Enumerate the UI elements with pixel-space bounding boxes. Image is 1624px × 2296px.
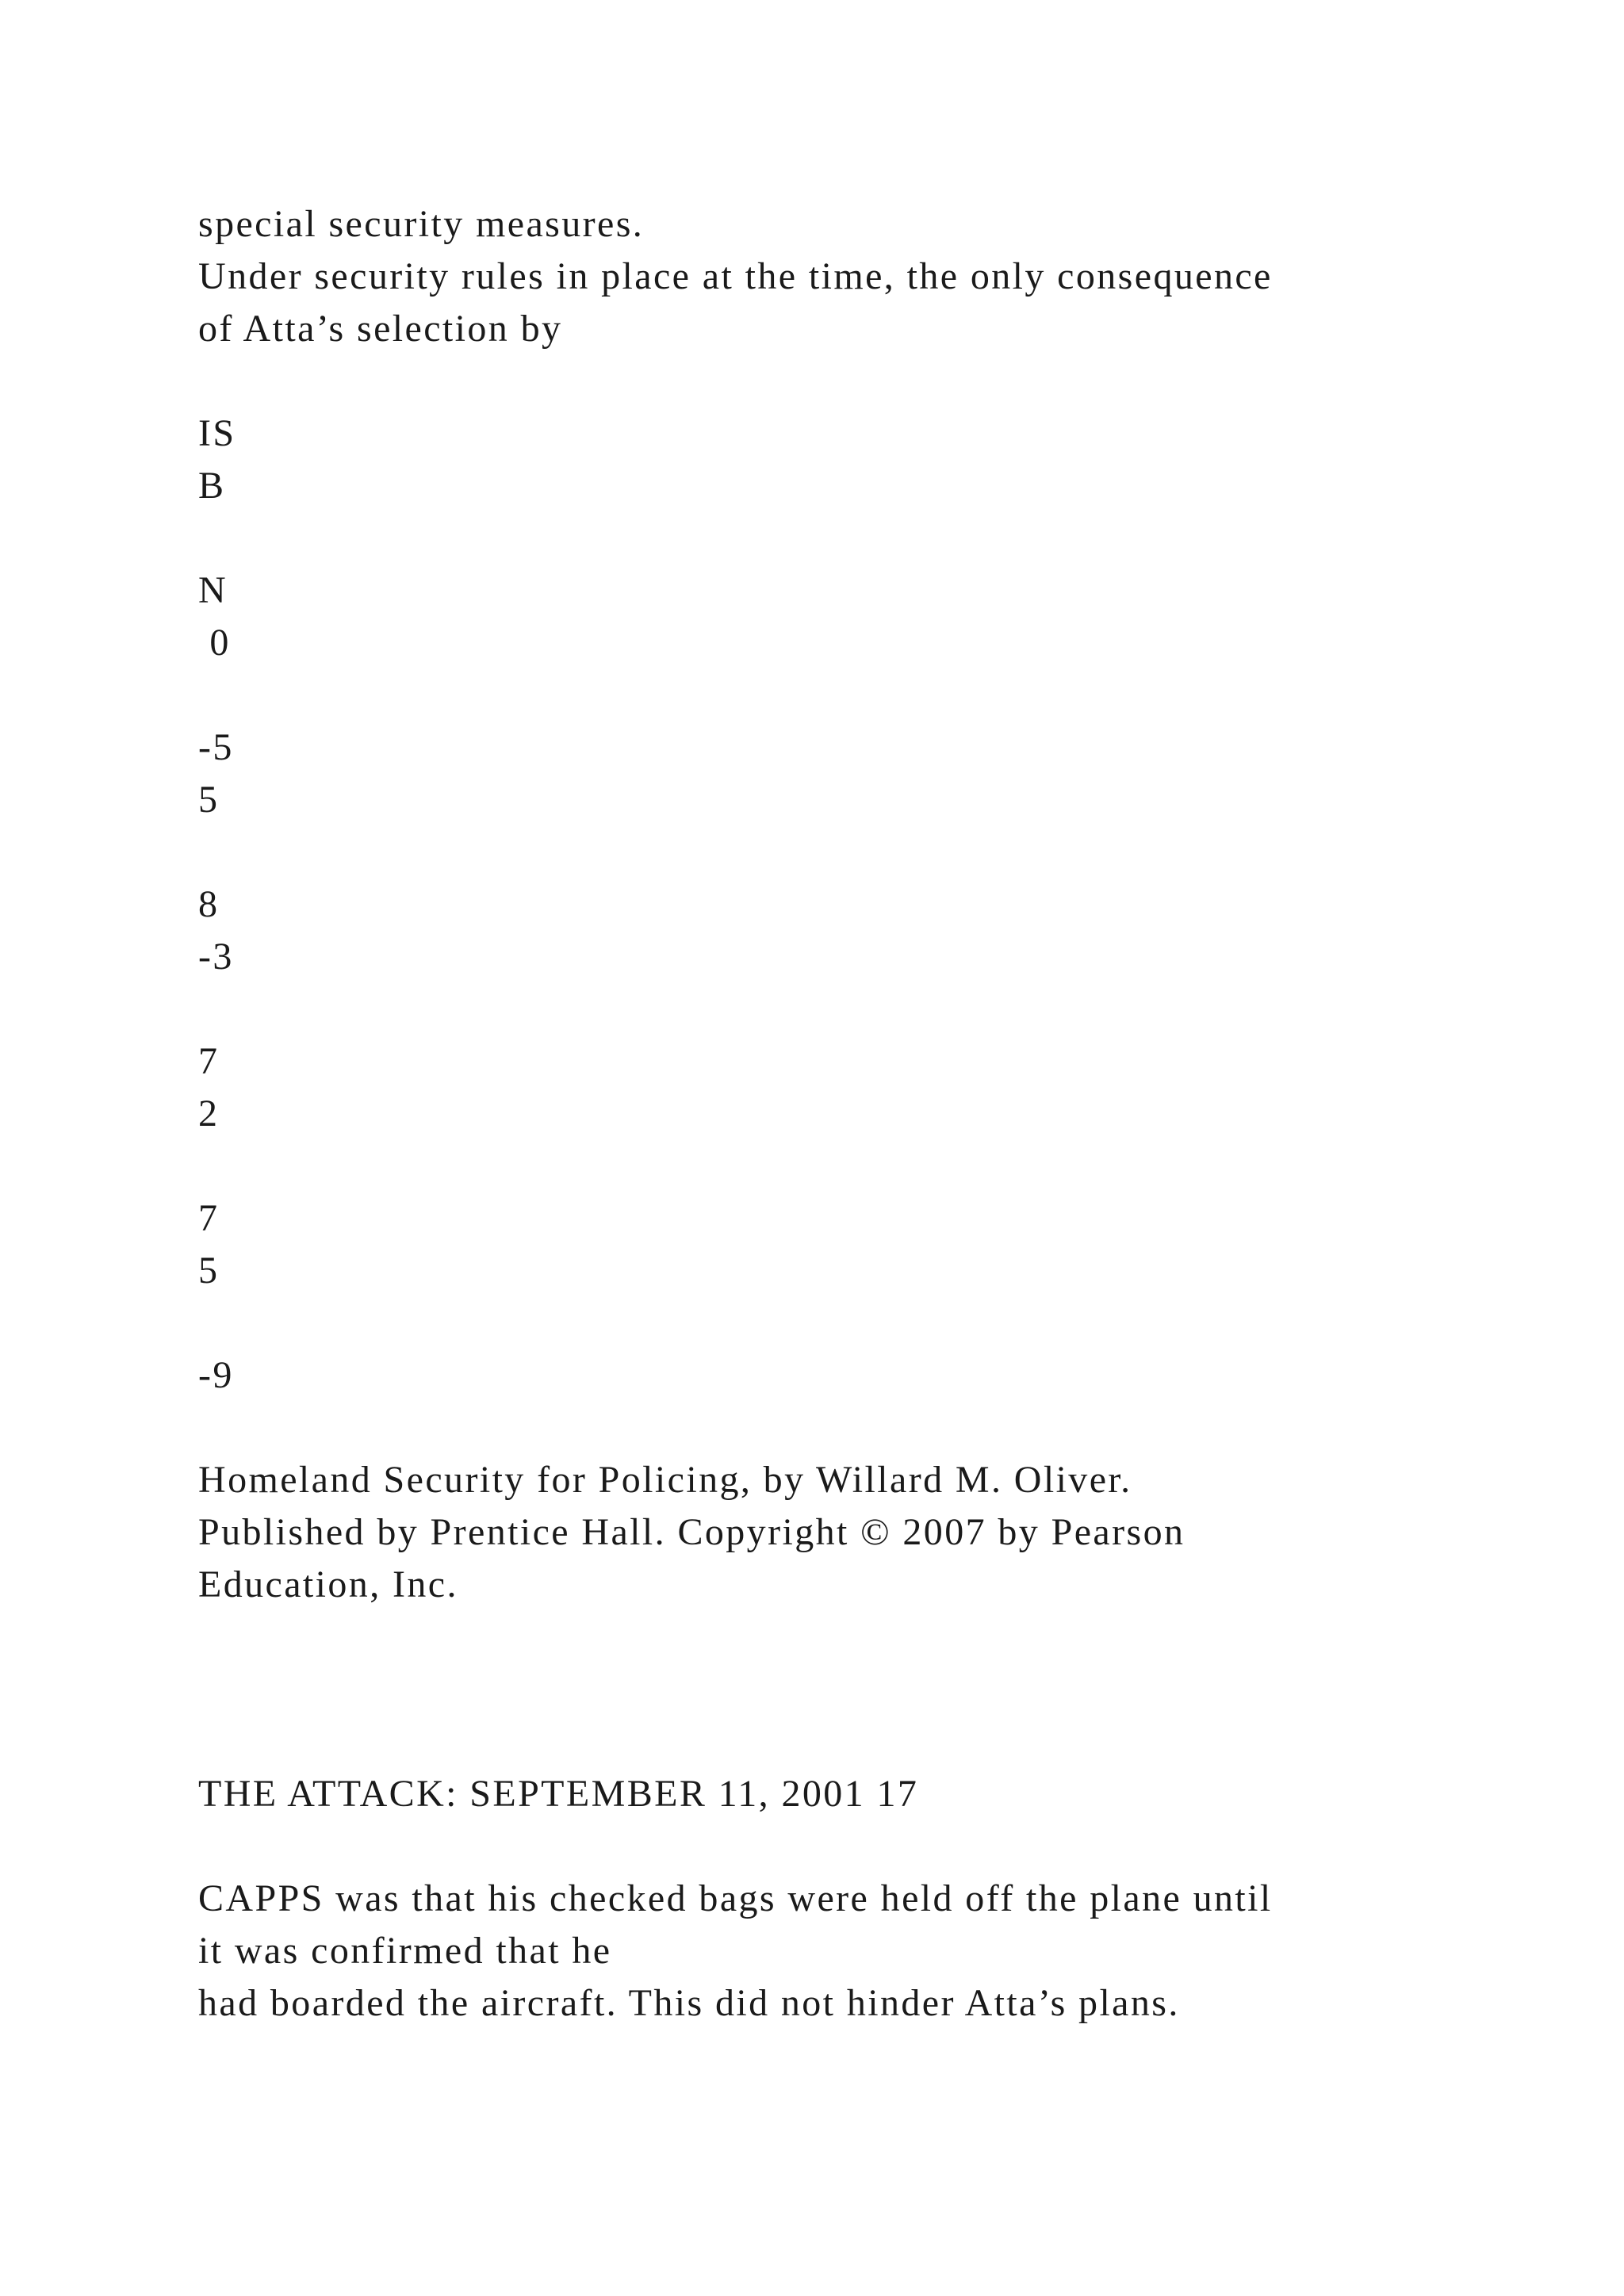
blank-line [198,669,1467,721]
body-text-line: had boarded the aircraft. This did not hinder Atta’s plans. [198,1982,1180,2024]
blank-line [198,1140,1467,1192]
copyright-line: Published by Prentice Hall. Copyright © 2007 by Pearson [198,1511,1185,1553]
isbn-fragment: B [198,465,226,507]
blank-gap [198,1611,1467,1768]
blank-line [198,1297,1467,1349]
body-text-line: CAPPS was that his checked bags were held off the plane until [198,1877,1273,1919]
body-text-line: Under security rules in place at the time, the only consequence [198,255,1273,297]
isbn-fragment: -9 [198,1354,234,1396]
running-header: THE ATTACK: SEPTEMBER 11, 2001 17 [198,1773,919,1815]
body-text-line: of Atta’s selection by [198,308,563,350]
copyright-line: Homeland Security for Policing, by Willard M. Oliver. [198,1459,1132,1501]
blank-line [198,355,1467,408]
copyright-line: Education, Inc. [198,1563,458,1605]
isbn-fragment: 7 [198,1197,220,1239]
isbn-fragment: 5 [198,779,220,821]
blank-line [198,1402,1467,1454]
isbn-fragment: IS [198,412,236,454]
blank-line [198,983,1467,1035]
blank-line [198,826,1467,878]
body-text-line: it was confirmed that he [198,1930,612,1972]
isbn-fragment: 2 [198,1093,220,1135]
isbn-fragment: 0 [198,622,231,664]
blank-line [198,1820,1467,1873]
document-page [198,198,1467,2030]
isbn-fragment: 8 [198,883,220,925]
isbn-fragment: -3 [198,936,234,978]
isbn-fragment: -5 [198,726,234,768]
isbn-fragment: N [198,569,228,611]
isbn-fragment: 5 [198,1249,220,1292]
isbn-fragment: 7 [198,1040,220,1082]
blank-line [198,512,1467,564]
body-text-line: special security measures. [198,203,645,245]
